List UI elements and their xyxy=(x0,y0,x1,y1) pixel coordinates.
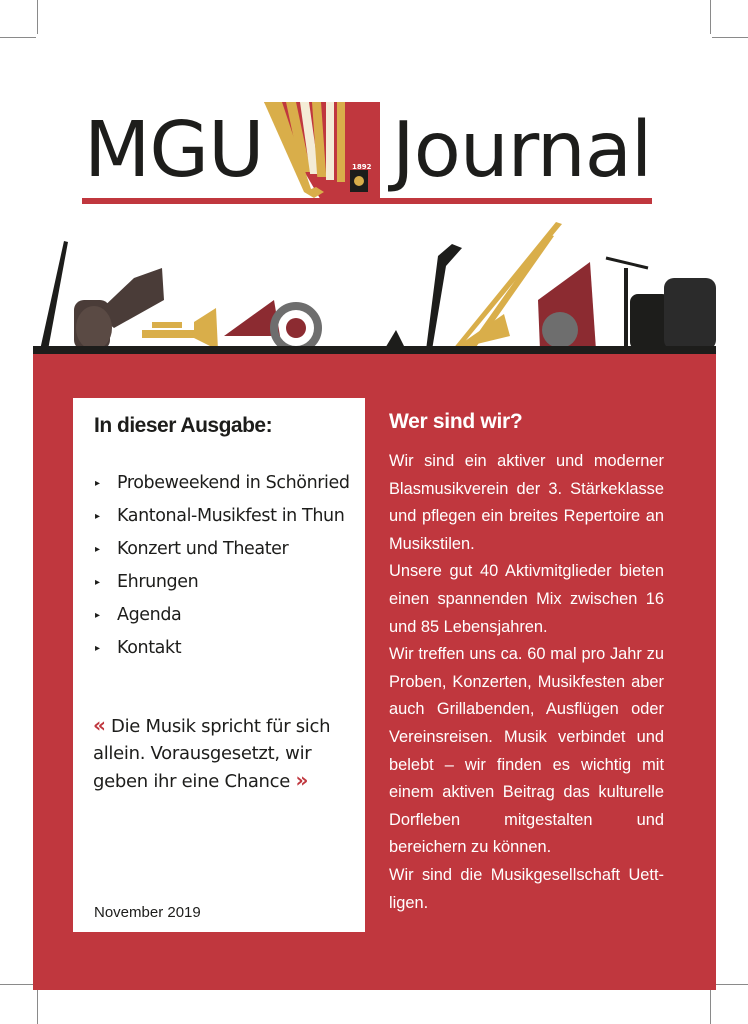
crop-mark xyxy=(0,984,36,985)
bullet-icon: ▸ xyxy=(95,577,100,588)
crop-mark xyxy=(712,984,748,985)
masthead-rule xyxy=(82,198,652,204)
french-horn-icon xyxy=(224,300,318,350)
about-title: Wer sind wir? xyxy=(389,410,523,433)
masthead-title-left: MGU xyxy=(84,106,264,195)
toc-item xyxy=(93,470,350,503)
bullet-icon: ▸ xyxy=(95,544,100,555)
issue-date: November 2019 xyxy=(94,904,201,921)
crop-mark xyxy=(710,990,711,1024)
bullet-icon: ▸ xyxy=(95,643,100,654)
toc-item xyxy=(93,569,350,602)
toc-item-label: Kantonal-Musikfest in Thun xyxy=(117,506,345,526)
euphonium-icon xyxy=(538,262,596,350)
club-logo-icon xyxy=(264,102,380,202)
about-section xyxy=(389,410,664,917)
about-paragraph: Wir sind ein aktiver und moderner Blasmusikverein der 3. Stärkeklasse und pflegen ein breites Repertoire an Musikstilen. xyxy=(389,452,664,553)
instrument-base-bar xyxy=(33,346,716,354)
drum-kit-icon xyxy=(606,258,716,350)
toc-item xyxy=(93,536,350,569)
about-paragraph: Unsere gut 40 Aktivmitglieder bieten einen spannenden Mix zwischen 16 und 85 Lebensjahren. xyxy=(389,562,664,636)
toc-box xyxy=(73,398,365,932)
logo-year: 1892 xyxy=(352,163,372,171)
masthead-title-right: Journal xyxy=(392,106,652,195)
crop-mark xyxy=(37,990,38,1024)
instruments-silhouette-icon xyxy=(34,218,718,353)
toc-item-label: Agenda xyxy=(117,605,182,625)
toc-item-label: Konzert und Theater xyxy=(117,539,289,559)
toc-item xyxy=(93,602,350,635)
quote xyxy=(93,712,363,795)
masthead xyxy=(0,0,748,220)
toc-item-label: Ehrungen xyxy=(117,572,199,592)
toc-list xyxy=(93,470,350,668)
bullet-icon: ▸ xyxy=(95,478,100,489)
toc-item xyxy=(93,635,350,668)
saxophone-icon xyxy=(384,244,462,350)
toc-item xyxy=(93,503,350,536)
quote-open: « xyxy=(93,713,106,737)
toc-title: In dieser Ausgabe: xyxy=(94,414,273,437)
bullet-icon: ▸ xyxy=(95,610,100,621)
about-paragraph: Wir sind die Musikgesellschaft Uettligen. xyxy=(389,865,664,912)
bullet-icon: ▸ xyxy=(95,511,100,522)
about-paragraph: Wir treffen uns ca. 60 mal pro Jahr zu Proben, Konzerten, Musikfesten aber auch Grillabenden, Ausflügen oder Vereinsreisen. Musik verbindet und belebt – wir finden es wichtig mit einem aktiven Beitrag das kulturelle Dorfleben mitgestalten und bereichern zu können. xyxy=(389,645,664,857)
trumpet-icon xyxy=(142,308,218,350)
toc-item-label: Kontakt xyxy=(117,638,182,658)
quote-text: Die Musik spricht für sich allein. Vorausgesetzt, wir geben ihr eine Chance xyxy=(93,716,331,792)
toc-item-label: Probeweekend in Schönried xyxy=(117,473,350,493)
quote-close: » xyxy=(295,768,309,792)
